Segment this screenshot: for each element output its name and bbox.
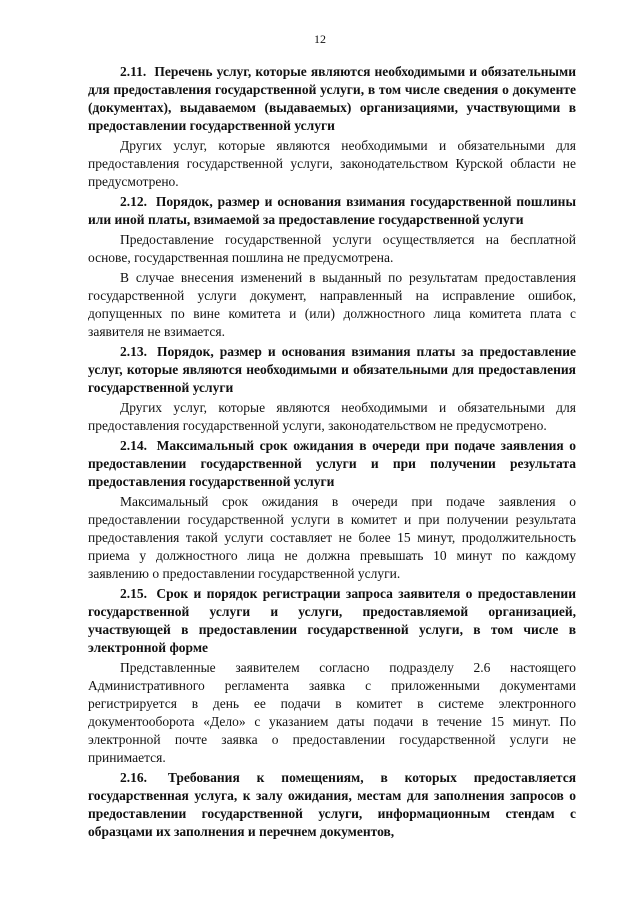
section-title: Порядок, размер и основания взимания платы за предоставление услуг, которые являются необходимыми и обязательными для предоставления государственной услуги <box>88 344 577 395</box>
section-number: 2.15. <box>120 586 147 601</box>
section-2-15 <box>88 585 576 767</box>
section-title: Требования к помещениям, в которых предоставляется государственная услуга, к залу ожидания, местам для заполнения запросов о предоставлении государственной услуги, информационным стендам с образцами их заполнения и перечнем документов, <box>88 770 576 839</box>
section-heading <box>88 193 576 229</box>
document-body <box>88 63 576 843</box>
section-2-11 <box>88 63 576 191</box>
paragraph: Максимальный срок ожидания в очереди при подаче заявления о предоставлении государственной услуги в комитет и при получении результата предоставления такой услуги составляет не более 15 минут, продолжительность приема у должностного лица не должна превышать 10 минут по каждому заявлению о предоставлении государственной услуги. <box>88 494 576 581</box>
section-2-14 <box>88 437 576 583</box>
section-heading <box>88 343 576 397</box>
paragraph: Других услуг, которые являются необходимыми и обязательными для предоставления государственной услуги, законодательством не предусмотрено. <box>88 400 576 433</box>
section-2-12 <box>88 193 576 341</box>
paragraph: В случае внесения изменений в выданный по результатам предоставления государственной услуги документ, направленный на исправление ошибок, допущенных по вине комитета и (или) должностного лица комитета плата с заявителя не взимается. <box>88 270 576 339</box>
paragraph: Других услуг, которые являются необходимыми и обязательными для предоставления государственной услуги, законодательством Курской области не предусмотрено. <box>88 138 576 189</box>
section-2-13 <box>88 343 576 435</box>
section-title: Срок и порядок регистрации запроса заявителя о предоставлении государственной услуги и услуги, предоставляемой организацией, участвующей в предоставлении государственной услуги, в том числе в электронной форме <box>88 586 576 655</box>
section-number: 2.13. <box>120 344 147 359</box>
section-heading <box>88 437 576 491</box>
section-number: 2.14. <box>120 438 147 453</box>
paragraph: Представленные заявителем согласно подразделу 2.6 настоящего Административного регламента заявка с приложенными документами регистрируется в день ее подачи в комитет в системе электронного документооборота «Дело» с указанием даты подачи в течение 15 минут. По электронной почте заявка о предоставлении государственной услуги не принимается. <box>88 660 576 765</box>
section-number: 2.16. <box>120 770 147 785</box>
section-heading <box>88 63 576 135</box>
section-2-16 <box>88 769 576 841</box>
section-title: Максимальный срок ожидания в очереди при подаче заявления о предоставлении государственной услуги и при получении результата предоставления государственной услуги <box>88 438 577 489</box>
section-heading <box>88 585 576 657</box>
page-number: 12 <box>314 32 326 46</box>
section-title: Порядок, размер и основания взимания государственной пошлины или иной платы, взимаемой за предоставление государственной услуги <box>88 194 576 227</box>
section-heading <box>88 769 576 841</box>
paragraph: Предоставление государственной услуги осуществляется на бесплатной основе, государственная пошлина не предусмотрена. <box>88 232 576 265</box>
section-number: 2.12. <box>120 194 147 209</box>
section-title: Перечень услуг, которые являются необходимыми и обязательными для предоставления государственной услуги, в том числе сведения о документе (документах), выдаваемом (выдаваемых) организациями, участвующими в предоставлении государственной услуги <box>88 64 577 133</box>
section-number: 2.11. <box>120 64 147 79</box>
